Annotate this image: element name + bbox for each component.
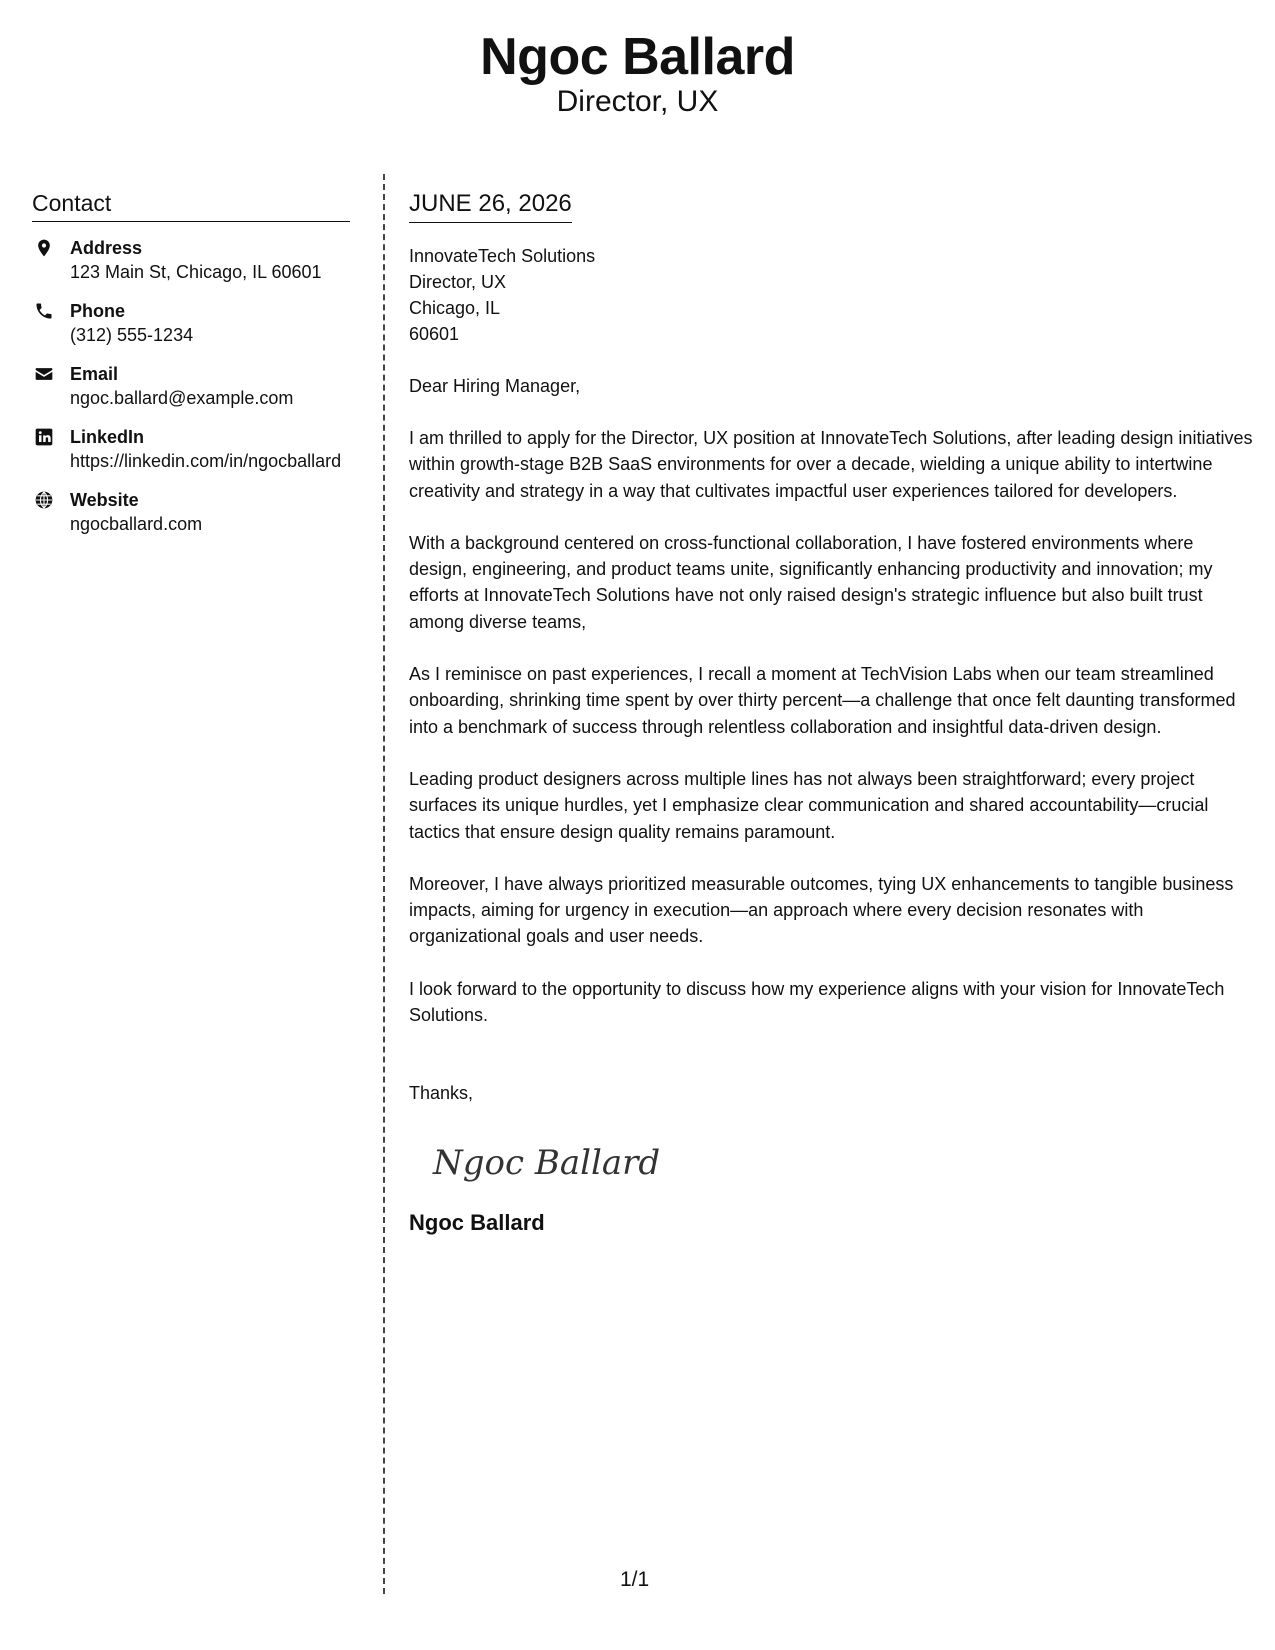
contact-item-linkedin bbox=[32, 425, 350, 474]
envelope-icon bbox=[32, 362, 70, 411]
column-divider bbox=[383, 174, 385, 1594]
linkedin-icon bbox=[32, 425, 70, 474]
recipient-block bbox=[409, 243, 1255, 347]
body-paragraph: Leading product designers across multiple lines has not always been straightforward; every project surfaces its unique hurdles, yet I emphasize clear communication and shared accountability—crucial tactics that ensure design quality remains paramount. bbox=[409, 768, 1209, 842]
signer-name: Ngoc Ballard bbox=[409, 1210, 545, 1236]
body-paragraph: I am thrilled to apply for the Director, UX position at InnovateTech Solutions, after leading design initiatives within growth-stage B2B SaaS environments for over a decade, wielding a unique ability to intertwine creativity and strategy in a way that cultivates impactful user experiences tailored for developers. bbox=[409, 428, 1253, 501]
letter-date: JUNE 26, 2026 bbox=[409, 190, 572, 223]
recipient-city: Chicago, IL bbox=[409, 298, 501, 318]
contact-item-address bbox=[32, 236, 350, 285]
letter-header bbox=[0, 28, 1275, 120]
contact-label: Website bbox=[70, 490, 139, 510]
contact-sidebar bbox=[32, 190, 350, 537]
contact-item-phone bbox=[32, 299, 350, 348]
contact-item-email bbox=[32, 362, 350, 411]
letter-body bbox=[409, 190, 1255, 1236]
contact-heading: Contact bbox=[32, 190, 350, 222]
website-value[interactable]: ngocballard.com bbox=[70, 514, 203, 534]
contact-label: LinkedIn bbox=[70, 427, 145, 447]
map-pin-icon bbox=[32, 236, 70, 285]
contact-item-website bbox=[32, 488, 350, 537]
contact-label: Address bbox=[70, 238, 143, 258]
body-paragraph: As I reminisce on past experiences, I recall a moment at TechVision Labs when our team streamlined onboarding, shrinking time spent by over thirty percent—a challenge that once felt daunting transformed into a benchmark of success through relentless collaboration and insightful data-driven design. bbox=[409, 664, 1236, 737]
address-value: 123 Main St, Chicago, IL 60601 bbox=[70, 262, 322, 282]
body-paragraph: Moreover, I have always prioritized measurable outcomes, tying UX enhancements to tangible business impacts, aiming for urgency in execution—an approach where every decision resonates with organizational goals and user needs. bbox=[409, 873, 1234, 947]
applicant-name: Ngoc Ballard bbox=[480, 28, 795, 86]
signature-glyphs: Ngoc Ballard bbox=[433, 1143, 661, 1184]
page-number: 1/1 bbox=[620, 1568, 650, 1591]
closing: Thanks, bbox=[409, 1083, 474, 1104]
body-paragraph: I look forward to the opportunity to discuss how my experience aligns with your vision for InnovateTech Solutions. bbox=[409, 978, 1225, 1026]
linkedin-value[interactable]: https://linkedin.com/in/ngocballard bbox=[70, 451, 342, 471]
applicant-title: Director, UX bbox=[556, 84, 719, 118]
contact-label: Email bbox=[70, 364, 119, 384]
recipient-position: Director, UX bbox=[409, 272, 507, 292]
handwritten-signature bbox=[431, 1132, 1255, 1192]
phone-value[interactable]: (312) 555-1234 bbox=[70, 325, 194, 345]
phone-icon bbox=[32, 299, 70, 348]
recipient-zip: 60601 bbox=[409, 324, 460, 344]
salutation: Dear Hiring Manager, bbox=[409, 376, 581, 396]
globe-icon bbox=[32, 488, 70, 537]
recipient-company: InnovateTech Solutions bbox=[409, 246, 596, 266]
email-value[interactable]: ngoc.ballard@example.com bbox=[70, 388, 294, 408]
contact-label: Phone bbox=[70, 301, 126, 321]
body-paragraph: With a background centered on cross-functional collaboration, I have fostered environments where design, engineering, and product teams unite, significantly enhancing productivity and innovation; my efforts at InnovateTech Solutions have not only raised design's strategic influence but also built trust among diverse teams, bbox=[409, 532, 1213, 632]
